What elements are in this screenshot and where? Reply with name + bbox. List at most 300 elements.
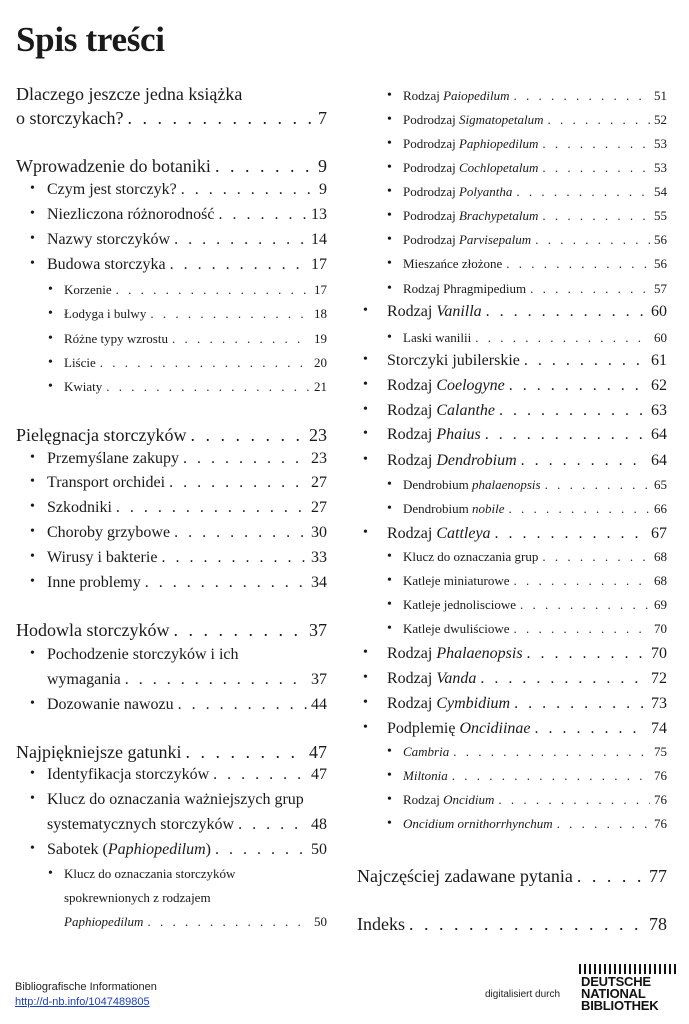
toc-page-number: 60	[651, 303, 667, 320]
bullet-icon: •	[387, 112, 392, 127]
toc-entry-title: Najczęściej zadawane pytania	[357, 866, 573, 886]
toc-page-number: 68	[654, 573, 667, 588]
toc-page-number: 62	[651, 377, 667, 394]
leader-dots	[174, 524, 307, 542]
toc-entry	[16, 282, 327, 298]
toc-entry-title: Kwiaty	[64, 379, 103, 394]
bullet-icon: •	[387, 621, 392, 636]
toc-page-number: 74	[651, 720, 667, 737]
toc-entry	[16, 499, 327, 517]
toc-entry	[357, 281, 667, 297]
toc-entry	[16, 791, 327, 809]
toc-entry-title: Rodzaj Oncidium	[403, 792, 495, 807]
toc-entry	[16, 84, 327, 105]
leader-dots	[161, 549, 307, 567]
toc-page-number: 66	[654, 501, 667, 516]
toc-page-number: 47	[309, 742, 327, 762]
leader-dots	[514, 573, 651, 589]
bullet-icon: •	[387, 136, 392, 151]
toc-entry	[16, 524, 327, 542]
toc-page-number: 53	[654, 136, 667, 151]
toc-page-number: 17	[311, 256, 327, 273]
bullet-icon: •	[387, 744, 392, 759]
toc-page-number: 18	[314, 306, 327, 321]
toc-entry-title: Inne problemy	[47, 574, 141, 591]
leader-dots	[100, 355, 310, 371]
toc-entry-title: Korzenie	[64, 282, 112, 297]
toc-entry-title: Choroby grzybowe	[47, 524, 171, 541]
toc-entry-title: Podrodzaj Sigmatopetalum	[403, 112, 544, 127]
bibliographic-info	[15, 980, 157, 1010]
dnb-logo	[579, 964, 679, 1012]
toc-entry-title: Dendrobium nobile	[403, 501, 505, 516]
leader-dots	[145, 574, 307, 592]
toc-entry	[16, 206, 327, 224]
toc-entry	[16, 450, 327, 468]
toc-entry	[16, 549, 327, 567]
leader-dots	[542, 160, 650, 176]
leader-dots	[116, 499, 307, 517]
toc-entry-title: Pochodzenie storczyków i ich	[47, 646, 239, 663]
toc-entry-title: Podrodzaj Brachypetalum	[403, 208, 539, 223]
leader-dots	[147, 914, 310, 930]
toc-entry	[357, 549, 667, 565]
bullet-icon: •	[30, 206, 35, 221]
toc-page-number: 69	[654, 597, 667, 612]
bullet-icon: •	[387, 232, 392, 247]
toc-entry	[16, 379, 327, 395]
toc-entry-title: Rodzaj Vanilla	[387, 303, 482, 320]
bullet-icon: •	[387, 501, 392, 516]
toc-entry-title: Nazwy storczyków	[47, 231, 171, 248]
toc-entry-title: Najpiękniejsze gatunki	[16, 742, 182, 762]
bib-link[interactable]: http://d-nb.info/1047489805	[15, 996, 150, 1008]
leader-dots	[170, 256, 307, 274]
leader-dots	[183, 450, 307, 468]
bullet-icon: •	[387, 549, 392, 564]
leader-dots	[125, 671, 307, 689]
bullet-icon: •	[30, 231, 35, 246]
toc-page-number: 44	[311, 696, 327, 713]
bullet-icon: •	[48, 866, 53, 881]
leader-dots	[557, 816, 650, 832]
toc-entry	[357, 352, 667, 370]
toc-entry	[16, 841, 327, 859]
toc-entry	[16, 742, 327, 763]
bullet-icon: •	[387, 573, 392, 588]
toc-page-number: 77	[649, 866, 667, 886]
toc-entry-title: Rodzaj Calanthe	[387, 402, 495, 419]
toc-page-number: 65	[654, 477, 667, 492]
toc-entry	[16, 671, 327, 689]
toc-page-number: 27	[311, 499, 327, 516]
toc-entry	[357, 744, 667, 760]
leader-dots	[475, 330, 650, 346]
toc-entry-title: Rodzaj Vanda	[387, 670, 477, 687]
toc-entry-title: Katleje dwuliściowe	[403, 621, 510, 636]
toc-entry-title: Sabotek (Paphiopedilum)	[47, 841, 211, 858]
toc-entry-title: systematycznych storczyków	[47, 816, 235, 833]
toc-entry-title: Niezliczona różnorodność	[47, 206, 215, 223]
leader-dots	[535, 720, 647, 738]
toc-entry-title: Wirusy i bakterie	[47, 549, 158, 566]
bullet-icon: •	[387, 160, 392, 175]
toc-page-number: 72	[651, 670, 667, 687]
toc-page-number: 33	[311, 549, 327, 566]
toc-page-number: 9	[318, 156, 327, 176]
toc-entry	[16, 108, 327, 129]
leader-dots	[514, 621, 651, 637]
bullet-icon: •	[30, 474, 35, 489]
toc-entry	[16, 181, 327, 199]
leader-dots	[545, 477, 650, 493]
toc-page-number: 63	[651, 402, 667, 419]
toc-page-number: 47	[311, 766, 327, 783]
toc-page-number: 70	[651, 645, 667, 662]
toc-page-number: 54	[654, 184, 667, 199]
leader-dots	[514, 88, 650, 104]
toc-entry	[16, 696, 327, 714]
toc-entry-title: Przemyślane zakupy	[47, 450, 179, 467]
toc-page-number: 21	[314, 379, 327, 394]
toc-entry	[357, 330, 667, 346]
toc-entry-title: Paphiopedilum	[64, 914, 144, 929]
toc-entry	[16, 646, 327, 664]
bullet-icon: •	[30, 256, 35, 271]
toc-entry	[16, 425, 327, 446]
toc-entry-title: Łodyga i bulwy	[64, 306, 147, 321]
toc-page-number: 19	[314, 331, 327, 346]
leader-dots	[181, 181, 315, 199]
leader-dots	[190, 425, 305, 446]
leader-dots	[127, 108, 314, 129]
toc-entry-title: Czym jest storczyk?	[47, 181, 177, 198]
toc-entry	[16, 866, 327, 882]
toc-entry-title: Cambria	[403, 744, 450, 759]
toc-entry-title: Podrodzaj Cochlopetalum	[403, 160, 539, 175]
toc-entry	[16, 890, 327, 906]
bullet-icon: •	[387, 330, 392, 345]
leader-dots	[172, 331, 310, 347]
toc-entry-title: Budowa storczyka	[47, 256, 166, 273]
leader-dots	[508, 501, 650, 517]
leader-dots	[480, 670, 647, 688]
toc-entry-title: Mieszańce złożone	[403, 256, 503, 271]
bullet-icon: •	[363, 525, 368, 540]
leader-dots	[542, 549, 650, 565]
toc-entry	[357, 670, 667, 688]
toc-page-number: 68	[654, 549, 667, 564]
leader-dots	[547, 112, 650, 128]
toc-entry	[357, 377, 667, 395]
toc-page-number: 30	[311, 524, 327, 541]
leader-dots	[215, 156, 314, 177]
bullet-icon: •	[30, 791, 35, 806]
toc-entry	[357, 112, 667, 128]
toc-page-number: 56	[654, 256, 667, 271]
toc-entry	[357, 645, 667, 663]
toc-page-number: 50	[314, 914, 327, 929]
leader-dots	[150, 306, 310, 322]
toc-entry	[16, 914, 327, 930]
toc-entry	[16, 231, 327, 249]
leader-dots	[106, 379, 310, 395]
bullet-icon: •	[363, 645, 368, 660]
toc-page-number: 14	[311, 231, 327, 248]
toc-entry	[357, 768, 667, 784]
leader-dots	[535, 232, 650, 248]
leader-dots	[409, 914, 645, 935]
toc-entry-title: Różne typy wzrostu	[64, 331, 168, 346]
bullet-icon: •	[48, 306, 53, 321]
toc-entry-title: Klucz do oznaczania ważniejszych grup	[47, 791, 304, 808]
bullet-icon: •	[30, 646, 35, 661]
toc-entry-title: Wprowadzenie do botaniki	[16, 156, 211, 176]
leader-dots	[542, 136, 650, 152]
toc-entry	[16, 355, 327, 371]
toc-entry-title: Transport orchidei	[47, 474, 166, 491]
toc-entry	[357, 208, 667, 224]
page-title: Spis treści	[16, 20, 165, 59]
toc-entry	[357, 88, 667, 104]
toc-entry	[357, 452, 667, 470]
bullet-icon: •	[30, 696, 35, 711]
toc-entry	[357, 426, 667, 444]
toc-entry-title: Laski wanilii	[403, 330, 472, 345]
toc-page-number: 67	[651, 525, 667, 542]
bullet-icon: •	[363, 426, 368, 441]
toc-page-number: 76	[654, 768, 667, 783]
bullet-icon: •	[30, 766, 35, 781]
toc-entry	[357, 160, 667, 176]
bullet-icon: •	[48, 379, 53, 394]
leader-dots	[173, 620, 305, 641]
leader-dots	[116, 282, 310, 298]
dnb-logo-line-1: DEUTSCHE	[581, 974, 651, 989]
toc-entry	[357, 573, 667, 589]
bullet-icon: •	[30, 524, 35, 539]
leader-dots	[527, 645, 647, 663]
toc-entry	[357, 303, 667, 321]
toc-entry	[357, 256, 667, 272]
toc-entry-title: Miltonia	[403, 768, 448, 783]
toc-page-number: 9	[319, 181, 327, 198]
toc-page-number: 76	[654, 816, 667, 831]
toc-entry-title: Rodzaj Paiopedilum	[403, 88, 510, 103]
leader-dots	[452, 768, 650, 784]
leader-dots	[530, 281, 650, 297]
leader-dots	[174, 231, 307, 249]
toc-entry	[357, 402, 667, 420]
toc-page-number: 7	[318, 108, 327, 128]
leader-dots	[215, 841, 307, 859]
toc-entry-title: Podplemię Oncidiinae	[387, 720, 531, 737]
toc-page-number: 78	[649, 914, 667, 934]
bullet-icon: •	[387, 816, 392, 831]
toc-entry-title: Dendrobium phalaenopsis	[403, 477, 541, 492]
toc-entry-title: Rodzaj Phragmipedium	[403, 281, 527, 296]
bullet-icon: •	[30, 499, 35, 514]
toc-page-number: 34	[311, 574, 327, 591]
toc-entry-title: Hodowla storczyków	[16, 620, 170, 640]
toc-entry-title: o storczykach?	[16, 108, 124, 128]
toc-entry-title: Klucz do oznaczania grup	[403, 549, 539, 564]
toc-page-number: 64	[651, 426, 667, 443]
toc-entry-title: Rodzaj Phalaenopsis	[387, 645, 523, 662]
leader-dots	[238, 816, 307, 834]
toc-entry	[16, 816, 327, 834]
toc-entry	[357, 477, 667, 493]
toc-entry-title: Dlaczego jeszcze jedna książka	[16, 84, 243, 104]
toc-page-number: 61	[651, 352, 667, 369]
toc-entry	[357, 501, 667, 517]
toc-entry	[16, 156, 327, 177]
toc-entry-title: Rodzaj Cattleya	[387, 525, 491, 542]
toc-entry	[357, 720, 667, 738]
leader-dots	[453, 744, 650, 760]
toc-entry-title: Katleje jednolisciowe	[403, 597, 516, 612]
bib-label: Bibliografische Informationen	[15, 981, 157, 993]
bullet-icon: •	[363, 695, 368, 710]
leader-dots	[498, 792, 650, 808]
toc-entry-title: Dozowanie nawozu	[47, 696, 174, 713]
toc-entry-title: Storczyki jubilerskie	[387, 352, 520, 369]
toc-page-number: 73	[651, 695, 667, 712]
bullet-icon: •	[30, 450, 35, 465]
digitized-by-label: digitalisiert durch	[485, 989, 561, 1000]
bullet-icon: •	[363, 402, 368, 417]
dnb-logo-line-2: NATIONAL	[581, 986, 646, 1001]
toc-page-number: 70	[654, 621, 667, 636]
toc-entry-title: Oncidium ornithorrhynchum	[403, 816, 553, 831]
toc-entry	[357, 184, 667, 200]
dnb-logo-line-3: BIBLIOTHEK	[581, 998, 659, 1013]
toc-page-number: 13	[311, 206, 327, 223]
leader-dots	[499, 402, 647, 420]
leader-dots	[486, 303, 647, 321]
toc-page-number: 23	[309, 425, 327, 445]
toc-page-number: 50	[311, 841, 327, 858]
toc-entry	[357, 914, 667, 935]
toc-page-number: 27	[311, 474, 327, 491]
toc-entry-title: Indeks	[357, 914, 405, 934]
leader-dots	[577, 866, 645, 887]
leader-dots	[516, 184, 650, 200]
toc-page-number: 76	[654, 792, 667, 807]
leader-dots	[506, 256, 650, 272]
toc-entry	[357, 866, 667, 887]
bullet-icon: •	[387, 597, 392, 612]
toc-entry	[357, 525, 667, 543]
toc-entry-title: Rodzaj Dendrobium	[387, 452, 517, 469]
toc-page-number: 23	[311, 450, 327, 467]
toc-entry	[357, 136, 667, 152]
leader-dots	[185, 742, 305, 763]
toc-page-number: 53	[654, 160, 667, 175]
toc-entry	[16, 766, 327, 784]
toc-entry	[357, 621, 667, 637]
toc-page-number: 56	[654, 232, 667, 247]
toc-entry	[16, 331, 327, 347]
leader-dots	[218, 206, 307, 224]
toc-page-number: 48	[311, 816, 327, 833]
toc-page-number: 57	[654, 281, 667, 296]
toc-page-number: 51	[654, 88, 667, 103]
toc-page-number: 55	[654, 208, 667, 223]
toc-entry-title: Podrodzaj Parvisepalum	[403, 232, 532, 247]
toc-entry	[357, 816, 667, 832]
bullet-icon: •	[30, 574, 35, 589]
leader-dots	[542, 208, 650, 224]
toc-entry	[16, 256, 327, 274]
bullet-icon: •	[30, 181, 35, 196]
toc-entry	[357, 232, 667, 248]
toc-entry-title: wymagania	[47, 671, 121, 688]
leader-dots	[213, 766, 307, 784]
toc-page-number: 60	[654, 330, 667, 345]
bullet-icon: •	[48, 355, 53, 370]
toc-entry-title: Rodzaj Cymbidium	[387, 695, 511, 712]
leader-dots	[524, 352, 647, 370]
toc-entry-title: Rodzaj Coelogyne	[387, 377, 505, 394]
bullet-icon: •	[363, 670, 368, 685]
toc-entry-title: Katleje miniaturowe	[403, 573, 510, 588]
leader-dots	[178, 696, 307, 714]
bullet-icon: •	[387, 281, 392, 296]
toc-entry-title: Podrodzaj Polyantha	[403, 184, 513, 199]
leader-dots	[520, 597, 650, 613]
toc-page-number: 20	[314, 355, 327, 370]
bullet-icon: •	[387, 208, 392, 223]
bullet-icon: •	[387, 184, 392, 199]
toc-page-number: 37	[309, 620, 327, 640]
bullet-icon: •	[363, 352, 368, 367]
toc-entry	[357, 792, 667, 808]
toc-entry-title: Klucz do oznaczania storczyków	[64, 866, 236, 881]
bullet-icon: •	[363, 303, 368, 318]
toc-entry	[357, 695, 667, 713]
bullet-icon: •	[30, 841, 35, 856]
toc-page-number: 75	[654, 744, 667, 759]
bullet-icon: •	[387, 477, 392, 492]
toc-entry-title: Identyfikacja storczyków	[47, 766, 210, 783]
toc-entry	[16, 306, 327, 322]
bullet-icon: •	[30, 549, 35, 564]
bullet-icon: •	[387, 88, 392, 103]
bullet-icon: •	[387, 768, 392, 783]
bullet-icon: •	[363, 452, 368, 467]
toc-entry-title: Pielęgnacja storczyków	[16, 425, 187, 445]
bullet-icon: •	[387, 792, 392, 807]
toc-entry-title: Rodzaj Phaius	[387, 426, 481, 443]
leader-dots	[514, 695, 647, 713]
leader-dots	[521, 452, 647, 470]
leader-dots	[485, 426, 647, 444]
toc-page-number: 52	[654, 112, 667, 127]
toc-entry-title: Podrodzaj Paphiopedilum	[403, 136, 539, 151]
bullet-icon: •	[48, 282, 53, 297]
toc-entry-title: spokrewnionych z rodzajem	[64, 890, 211, 905]
leader-dots	[495, 525, 647, 543]
toc-page-number: 37	[311, 671, 327, 688]
dnb-barcode-icon	[579, 964, 679, 974]
toc-entry-title: Liście	[64, 355, 96, 370]
toc-page-number: 17	[314, 282, 327, 297]
toc-entry	[16, 474, 327, 492]
toc-entry	[357, 597, 667, 613]
toc-entry	[16, 574, 327, 592]
toc-page-number: 64	[651, 452, 667, 469]
